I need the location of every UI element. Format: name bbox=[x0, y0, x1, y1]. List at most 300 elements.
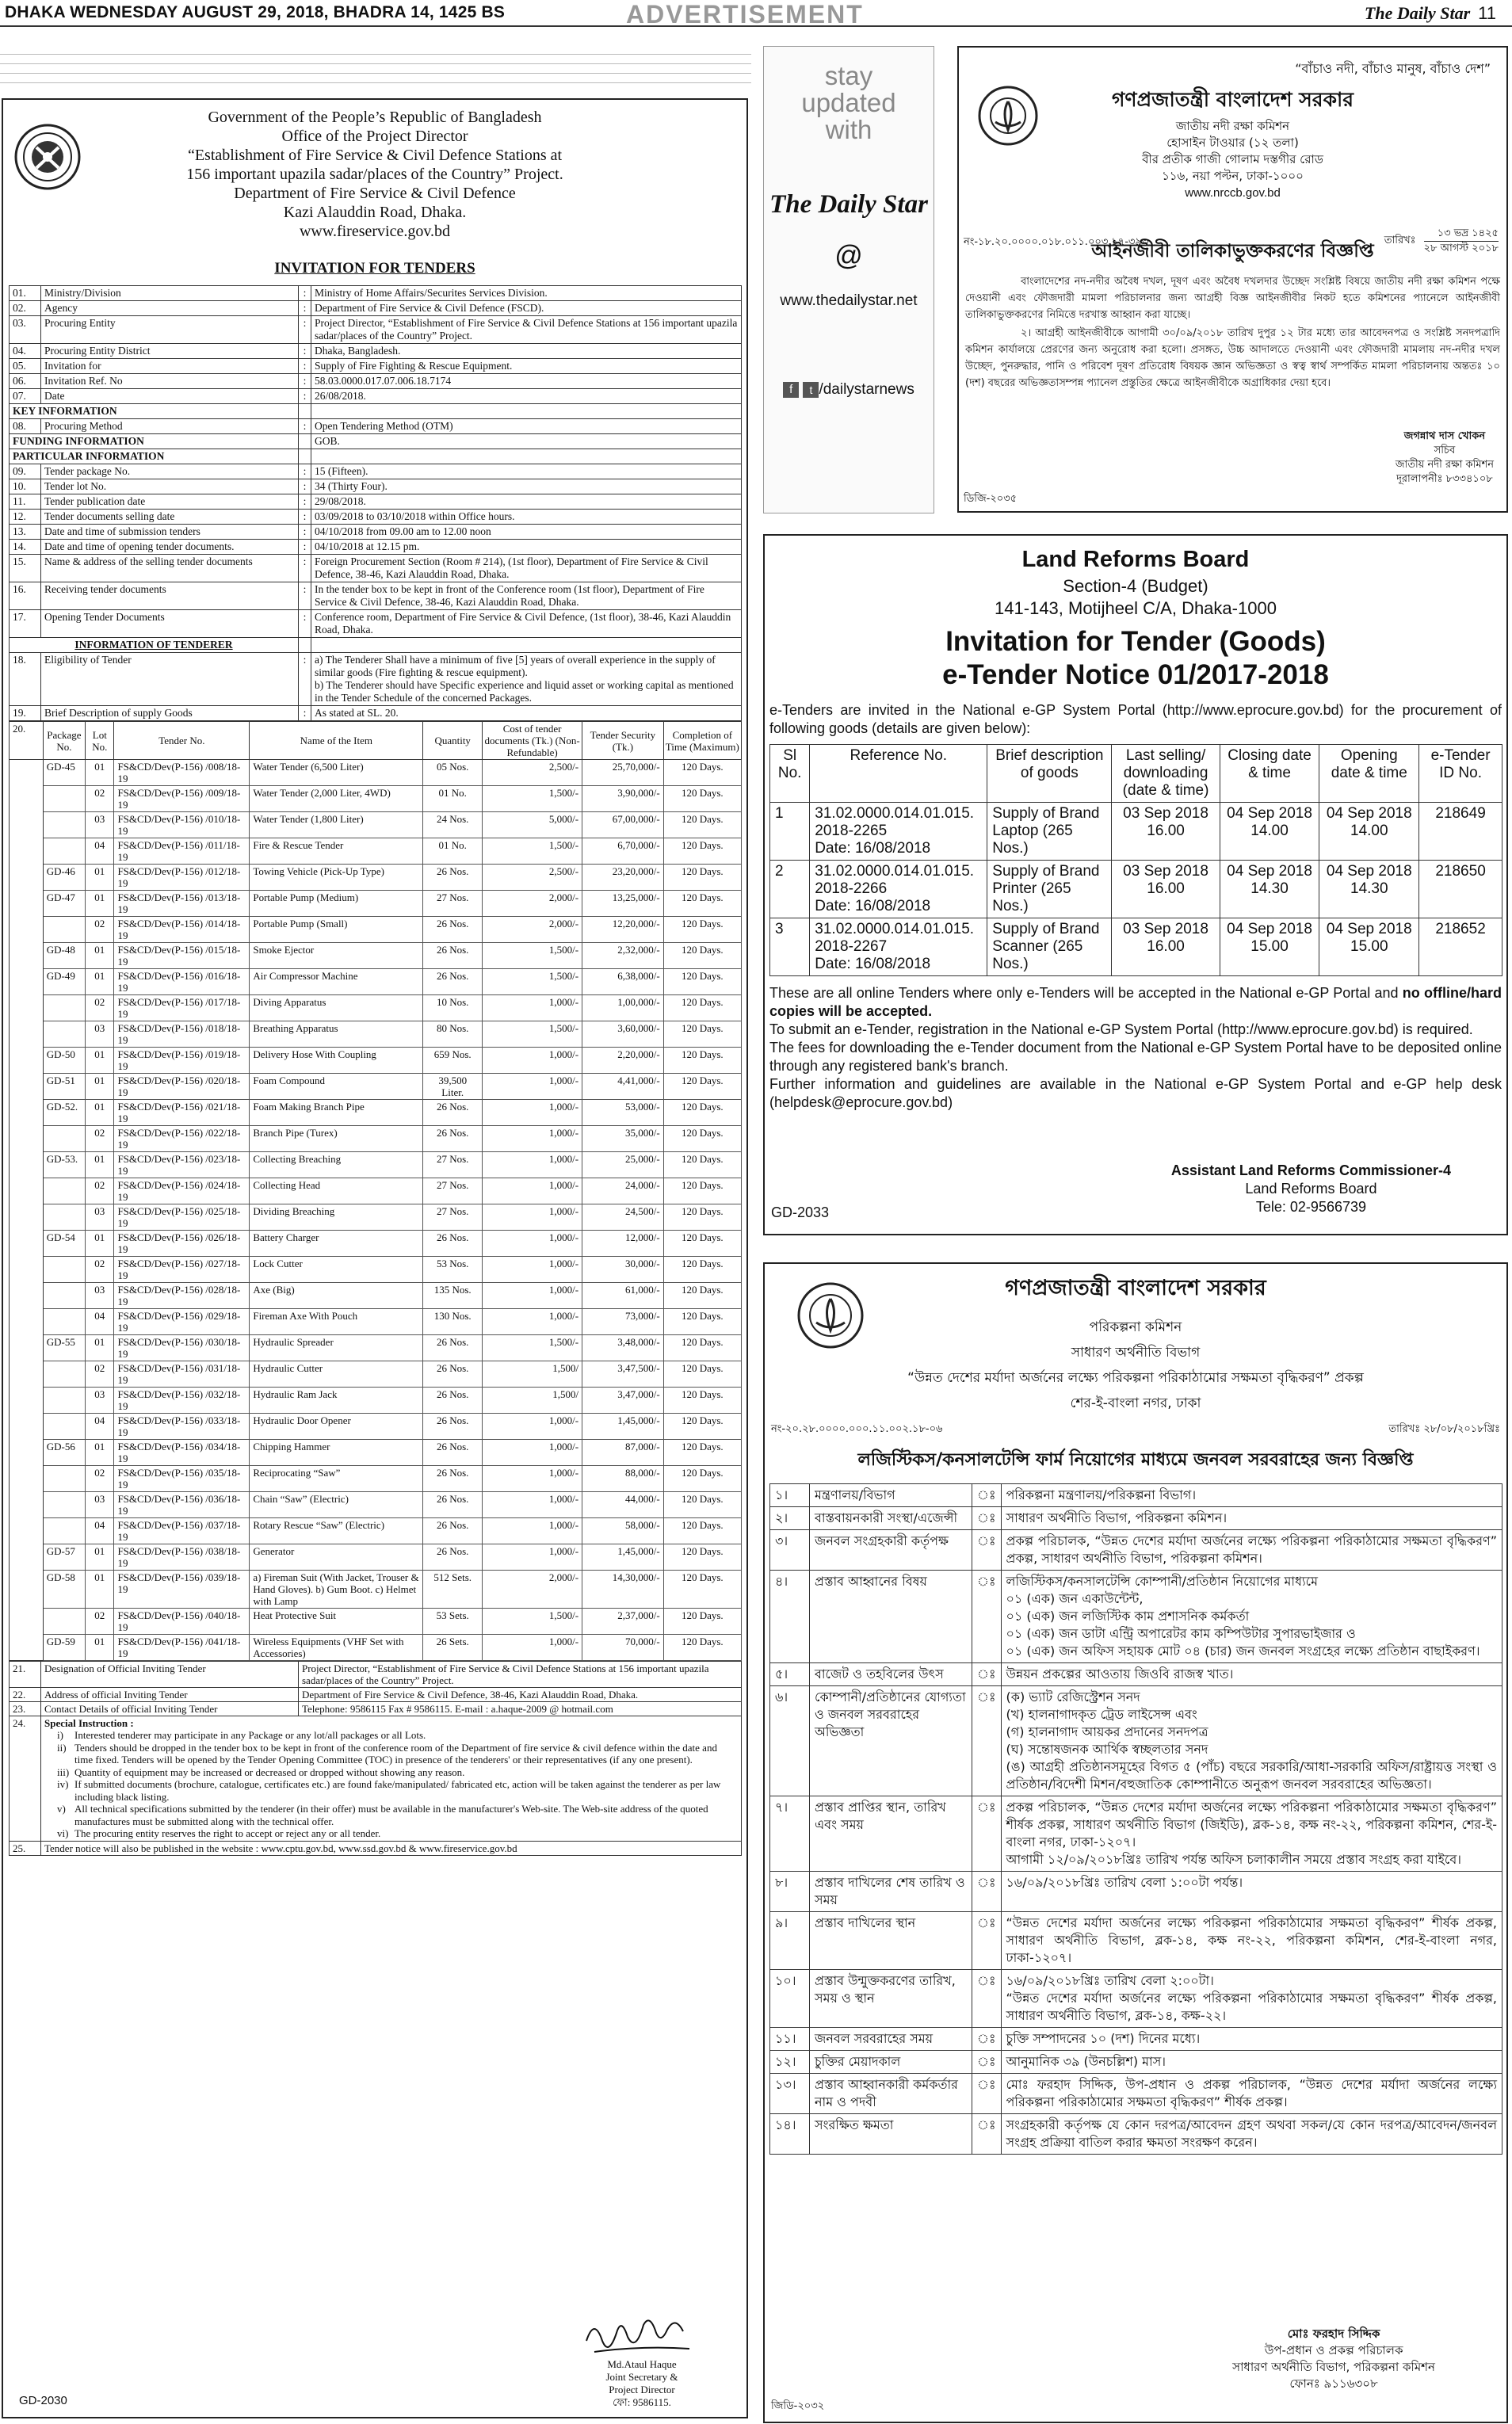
tender-no-cell: FS&CD/Dev(P-156) /022/18-19 bbox=[114, 1126, 250, 1152]
package-cell bbox=[43, 1126, 85, 1152]
info-row bbox=[10, 434, 742, 449]
row-value bbox=[311, 449, 742, 464]
security-cell: 13,25,000/- bbox=[582, 891, 664, 917]
package-cell: GD-52. bbox=[43, 1100, 85, 1126]
row-sep: : bbox=[299, 494, 311, 510]
row-label: প্রস্তাব দাখিলের স্থান bbox=[810, 1912, 972, 1970]
row-label: Contact Details of official Inviting Tender bbox=[41, 1702, 299, 1716]
notice-row bbox=[770, 1686, 1502, 1796]
tender-no-cell: FS&CD/Dev(P-156) /033/18-19 bbox=[114, 1414, 250, 1440]
row-value: Department of Fire Service & Civil Defence (FSCD). bbox=[311, 301, 742, 316]
table-row bbox=[10, 1204, 742, 1231]
info-row bbox=[10, 525, 742, 540]
security-cell: 25,000/- bbox=[582, 1152, 664, 1178]
quantity-cell: 26 Nos. bbox=[423, 865, 483, 891]
security-cell: 1,00,000/- bbox=[582, 995, 664, 1021]
row-value bbox=[311, 404, 742, 419]
tender-no-cell: FS&CD/Dev(P-156) /029/18-19 bbox=[114, 1309, 250, 1335]
row-sep: ঃ bbox=[972, 1507, 1002, 1530]
row-label: Procuring Entity District bbox=[41, 344, 299, 359]
tender-no-cell: FS&CD/Dev(P-156) /040/18-19 bbox=[114, 1609, 250, 1635]
item-name-cell: Heat Protective Suit bbox=[250, 1609, 423, 1635]
sign-line: উপ-প্রধান ও প্রকল্প পরিচালক bbox=[1264, 2343, 1403, 2357]
info-row bbox=[10, 464, 742, 479]
notice-row bbox=[770, 2028, 1502, 2051]
item-name-cell: Foam Making Branch Pipe bbox=[250, 1100, 423, 1126]
sign-line: Assistant Land Reforms Commissioner-4 bbox=[1170, 1162, 1451, 1178]
table-row bbox=[10, 1361, 742, 1388]
security-cell: 23,20,000/- bbox=[582, 865, 664, 891]
info-row bbox=[10, 582, 742, 610]
doc-cost-cell: 1,000/- bbox=[483, 1152, 582, 1178]
completion-cell: 120 Days. bbox=[663, 838, 741, 865]
promo-line: stay bbox=[824, 61, 873, 90]
col-header: Tender Security (Tk.) bbox=[582, 722, 664, 760]
doc-cost-cell: 1,500/- bbox=[483, 838, 582, 865]
row-number: 12. bbox=[10, 510, 41, 525]
row-number: 19. bbox=[10, 706, 41, 721]
instruction-index: iii) bbox=[57, 1766, 70, 1778]
paper-name: The Daily Star bbox=[1364, 3, 1471, 23]
lot-cell: 03 bbox=[86, 1204, 114, 1231]
instruction-index: i) bbox=[57, 1729, 63, 1741]
row-label: Opening Tender Documents bbox=[41, 610, 299, 638]
org-section: Section-4 (Budget) bbox=[1063, 576, 1208, 596]
row-value: উন্নয়ন প্রকল্পের আওতায় জিওবি রাজস্ব খাত। bbox=[1001, 1663, 1502, 1686]
package-cell: GD-54 bbox=[43, 1231, 85, 1257]
tender-no-cell: FS&CD/Dev(P-156) /013/18-19 bbox=[114, 891, 250, 917]
row-sep: ঃ bbox=[972, 1970, 1002, 2028]
website-link[interactable]: www.thedailystar.net bbox=[780, 292, 918, 309]
tender-no-cell: FS&CD/Dev(P-156) /008/18-19 bbox=[114, 760, 250, 786]
info-row bbox=[10, 555, 742, 582]
row-sep: ঃ bbox=[972, 2051, 1002, 2074]
security-cell: 1,45,000/- bbox=[582, 1414, 664, 1440]
table-row bbox=[10, 1152, 742, 1178]
quantity-cell: 26 Nos. bbox=[423, 943, 483, 969]
quantity-cell: 26 Nos. bbox=[423, 1518, 483, 1544]
item-name-cell: Collecting Breaching bbox=[250, 1152, 423, 1178]
notice-row bbox=[770, 2051, 1502, 2074]
row-value: লজিস্টিকস/কনসালটেন্সি কোম্পানী/প্রতিষ্ঠান নিয়োগের মাধ্যমে ০১ (এক) জন একাউন্টেন্ট, ০১ (এক) জন লজিস্টিক কাম প্রশাসনিক কর্মকর্তা ০১ (এক) জন ডাটা এন্ট্রি অপারেটর কাম কম্পিউটার সুপারভাইজার ও ০১ (এক) জন অফিস সহায়ক মোট ০৪ (চার) জন জনবল সংগ্রহের লক্ষ্যে প্রতিষ্ঠান বাছাইকরণ। bbox=[1001, 1571, 1502, 1663]
govt-emblem bbox=[976, 84, 1040, 147]
notice-row bbox=[770, 1663, 1502, 1686]
lot-cell: 01 bbox=[86, 1048, 114, 1074]
row-value: Supply of Fire Fighting & Rescue Equipment. bbox=[311, 359, 742, 374]
lot-cell: 01 bbox=[86, 1440, 114, 1466]
doc-cost-cell: 1,000/- bbox=[483, 1074, 582, 1100]
doc-cost-cell: 1,000/- bbox=[483, 1414, 582, 1440]
item-name-cell: Reciprocating “Saw” bbox=[250, 1466, 423, 1492]
doc-cost-cell: 1,000/- bbox=[483, 1466, 582, 1492]
lot-cell: 01 bbox=[86, 865, 114, 891]
info-row bbox=[10, 653, 742, 706]
item-name-cell: Generator bbox=[250, 1544, 423, 1571]
completion-cell: 120 Days. bbox=[663, 1204, 741, 1231]
doc-cost-cell: 1,000/- bbox=[483, 1204, 582, 1231]
doc-cost-cell: 2,000/- bbox=[483, 891, 582, 917]
note bbox=[769, 984, 1502, 1021]
row-label: Designation of Official Inviting Tender bbox=[41, 1662, 299, 1688]
row-label: Tender lot No. bbox=[41, 479, 299, 494]
org-address: 141-143, Motijheel C/A, Dhaka-1000 bbox=[995, 598, 1277, 618]
row-number: 24. bbox=[10, 1716, 41, 1842]
lot-cell: 01 bbox=[86, 1571, 114, 1609]
twitter-icon: t bbox=[803, 382, 819, 398]
table-row bbox=[10, 1126, 742, 1152]
notice-row bbox=[770, 2114, 1502, 2155]
row-value: চুক্তি সম্পাদনের ১০ (দশ) দিনের মধ্যে। bbox=[1001, 2028, 1502, 2051]
row-value: সংগ্রহকারী কর্তৃপক্ষ যে কোন দরপত্র/আবেদন গ্রহণ অথবা সকল/যে কোন দরপত্র/আবেদন/জনবল সংগ্রহ প্রক্রিয়া বাতিল করার ক্ষমতা সংরক্ষণ করেন। bbox=[1001, 2114, 1502, 2155]
col-header: Sl No. bbox=[770, 745, 810, 803]
row-sep: ঃ bbox=[972, 1530, 1002, 1571]
table-row bbox=[10, 865, 742, 891]
row-number: 23. bbox=[10, 1702, 41, 1716]
completion-cell: 120 Days. bbox=[663, 1048, 741, 1074]
package-cell bbox=[43, 917, 85, 943]
memo-row bbox=[771, 1422, 1500, 1438]
notice-para: বাংলাদেশের নদ-নদীর অবৈধ দখল, দূষণ এবং অবৈধ দখলদার উচ্ছেদ সংশ্লিষ্ট বিষয়ে জাতীয় নদী রক্ষা কমিশন পক্ষে দেওয়ানী এবং ফৌজদারী মামলা পরিচালনার জন্য আগ্রহী বিজ্ঞ আইনজীবীর নিকট হতে কমিশনের প্যানেলে আইনজীবী তালিকাভুক্তকরণের নিমিত্তে দরখাস্ত আহ্বান করা যাচ্ছে। bbox=[965, 276, 1500, 321]
item-name-cell: Collecting Head bbox=[250, 1178, 423, 1204]
doc-cost-cell: 1,500/- bbox=[483, 1609, 582, 1635]
lot-cell: 01 bbox=[86, 891, 114, 917]
row-sep: : bbox=[299, 653, 311, 706]
item-name-cell: Water Tender (2,000 Liter, 4WD) bbox=[250, 786, 423, 812]
lot-cell: 04 bbox=[86, 1309, 114, 1335]
info-row bbox=[10, 1662, 742, 1688]
completion-cell: 120 Days. bbox=[663, 1021, 741, 1048]
completion-cell: 120 Days. bbox=[663, 1100, 741, 1126]
package-cell: GD-51 bbox=[43, 1074, 85, 1100]
security-cell: 6,38,000/- bbox=[582, 969, 664, 995]
info-row bbox=[10, 404, 742, 419]
package-cell bbox=[43, 1021, 85, 1048]
last-selling-cell: 03 Sep 2018 16.00 bbox=[1112, 918, 1220, 976]
date-line: DHAKA WEDNESDAY AUGUST 29, 2018, BHADRA 14, 1425 BS bbox=[5, 3, 506, 21]
slogan: “বাঁচাও নদী, বাঁচাও মানুষ, বাঁচাও দেশ” bbox=[1295, 61, 1491, 76]
row-sep: : bbox=[299, 316, 311, 344]
notes bbox=[769, 984, 1502, 1112]
quantity-cell: 26 Nos. bbox=[423, 1361, 483, 1388]
doc-cost-cell: 1,000/- bbox=[483, 1231, 582, 1257]
item-name-cell: Hydraulic Ram Jack bbox=[250, 1388, 423, 1414]
row-number: ১১। bbox=[770, 2028, 810, 2051]
quantity-cell: 135 Nos. bbox=[423, 1283, 483, 1309]
row-sep: ঃ bbox=[972, 1686, 1002, 1796]
quantity-cell: 24 Nos. bbox=[423, 812, 483, 838]
facebook-icon: f bbox=[783, 382, 799, 398]
completion-cell: 120 Days. bbox=[663, 1231, 741, 1257]
table-row bbox=[10, 1283, 742, 1309]
lot-cell: 01 bbox=[86, 1152, 114, 1178]
quantity-cell: 659 Nos. bbox=[423, 1048, 483, 1074]
doc-cost-cell: 1,000/- bbox=[483, 1518, 582, 1544]
at-icon: @ bbox=[834, 240, 863, 271]
row-label: প্রস্তাব দাখিলের শেষ তারিখ ও সময় bbox=[810, 1872, 972, 1912]
row-label: Receiving tender documents bbox=[41, 582, 299, 610]
table-row bbox=[10, 891, 742, 917]
table-row bbox=[10, 1635, 742, 1661]
row-label: প্রস্তাব উন্মুক্তকরণের তারিখ, সময় ও স্থান bbox=[810, 1970, 972, 2028]
security-cell: 3,60,000/- bbox=[582, 1021, 664, 1048]
row-sep: ঃ bbox=[972, 1484, 1002, 1507]
lot-cell: 01 bbox=[86, 1635, 114, 1661]
planning-commission-ad bbox=[763, 1262, 1508, 2423]
package-cell: GD-53. bbox=[43, 1152, 85, 1178]
quantity-cell: 26 Nos. bbox=[423, 1231, 483, 1257]
row-label: Agency bbox=[41, 301, 299, 316]
doc-cost-cell: 1,000/- bbox=[483, 1126, 582, 1152]
lot-cell: 02 bbox=[86, 995, 114, 1021]
row-label: Ministry/Division bbox=[41, 286, 299, 301]
row-sep: ঃ bbox=[972, 1796, 1002, 1872]
lot-cell: 01 bbox=[86, 1100, 114, 1126]
notice-subtitle: e-Tender Notice 01/2017-2018 bbox=[942, 659, 1329, 690]
notice-row bbox=[770, 1571, 1502, 1663]
lot-cell: 02 bbox=[86, 786, 114, 812]
security-cell: 3,48,000/- bbox=[582, 1335, 664, 1361]
item-name-cell: Hydraulic Spreader bbox=[250, 1335, 423, 1361]
item-name-cell: Towing Vehicle (Pick-Up Type) bbox=[250, 865, 423, 891]
row-value: 29/08/2018. bbox=[311, 494, 742, 510]
row-number: ১৩। bbox=[770, 2074, 810, 2114]
table-row bbox=[10, 943, 742, 969]
tender-no-cell: FS&CD/Dev(P-156) /023/18-19 bbox=[114, 1152, 250, 1178]
doc-cost-cell: 1,500/- bbox=[483, 969, 582, 995]
security-cell: 12,20,000/- bbox=[582, 917, 664, 943]
quantity-cell: 26 Nos. bbox=[423, 1335, 483, 1361]
daily-star-promo bbox=[763, 46, 934, 513]
col-header: Completion of Time (Maximum) bbox=[663, 722, 741, 760]
security-cell: 58,000/- bbox=[582, 1518, 664, 1544]
org-name: Land Reforms Board bbox=[1021, 547, 1250, 572]
row-sep: : bbox=[299, 344, 311, 359]
info-row bbox=[10, 610, 742, 638]
last-selling-cell: 03 Sep 2018 16.00 bbox=[1112, 803, 1220, 861]
opening-cell: 04 Sep 2018 14.30 bbox=[1319, 861, 1419, 918]
section-heading: INFORMATION OF TENDERER bbox=[10, 638, 299, 653]
lot-cell: 02 bbox=[86, 1361, 114, 1388]
package-cell bbox=[43, 1492, 85, 1518]
package-cell bbox=[43, 1609, 85, 1635]
instruction-item bbox=[57, 1778, 738, 1803]
row-sep: : bbox=[299, 389, 311, 404]
tender-no-cell: FS&CD/Dev(P-156) /034/18-19 bbox=[114, 1440, 250, 1466]
lot-cell: 03 bbox=[86, 1283, 114, 1309]
social-handle: /dailystarnews bbox=[819, 381, 914, 398]
package-cell: GD-58 bbox=[43, 1571, 85, 1609]
sign-line: Tele: 02-9566739 bbox=[1255, 1199, 1367, 1215]
completion-cell: 120 Days. bbox=[663, 995, 741, 1021]
doc-cost-cell: 1,500/- bbox=[483, 1335, 582, 1361]
table-row bbox=[10, 1414, 742, 1440]
page-number: 11 bbox=[1478, 3, 1496, 23]
info-row bbox=[10, 494, 742, 510]
row-value: প্রকল্প পরিচালক, “উন্নত দেশের মর্যাদা অর্জনের লক্ষ্যে পরিকল্পনা পরিকাঠামোর সক্ষমতা বৃদ্ধিকরণ” শীর্ষক প্রকল্প, সাধারণ অর্থনীতি বিভাগ (জিইডি), ব্লক-১৪, কক্ষ নং-২২, পরিকল্পনা কমিশন, শের-ই-বাংলা নগর, ঢাকা-১২০৭। আগামী ১২/০৯/২০১৮খ্রিঃ তারিখ পর্যন্ত অফিস চলাকালীন সময়ে প্রস্তাব সংগ্রহ করা যাইবে। bbox=[1001, 1796, 1502, 1872]
security-cell: 44,000/- bbox=[582, 1492, 664, 1518]
tender-no-cell: FS&CD/Dev(P-156) /010/18-19 bbox=[114, 812, 250, 838]
row-label: Tender documents selling date bbox=[41, 510, 299, 525]
row-number: 25. bbox=[10, 1841, 41, 1855]
table-row bbox=[10, 1492, 742, 1518]
item-name-cell: Air Compressor Machine bbox=[250, 969, 423, 995]
intro-text: e-Tenders are invited in the National e-GP System Portal (http://www.eprocure.gov.bd) for the procurement of following goods (details are given below): bbox=[769, 702, 1502, 736]
quantity-cell: 26 Nos. bbox=[423, 1440, 483, 1466]
package-cell: GD-57 bbox=[43, 1544, 85, 1571]
lot-cell: 04 bbox=[86, 1414, 114, 1440]
tender-id-cell: 218652 bbox=[1419, 918, 1502, 976]
table-row bbox=[10, 1609, 742, 1635]
completion-cell: 120 Days. bbox=[663, 1544, 741, 1571]
security-cell: 6,70,000/- bbox=[582, 838, 664, 865]
row-number: 15. bbox=[10, 555, 41, 582]
security-cell: 24,000/- bbox=[582, 1178, 664, 1204]
row-label: Procuring Method bbox=[41, 419, 299, 434]
tender-no-cell: FS&CD/Dev(P-156) /009/18-19 bbox=[114, 786, 250, 812]
table-row bbox=[10, 1466, 742, 1492]
row-number: 06. bbox=[10, 374, 41, 389]
section-heading: PARTICULAR INFORMATION bbox=[10, 449, 299, 464]
completion-cell: 120 Days. bbox=[663, 1635, 741, 1661]
row-number: 21. bbox=[10, 1662, 41, 1688]
tender-no-cell: FS&CD/Dev(P-156) /025/18-19 bbox=[114, 1204, 250, 1231]
row-value: (ক) ভ্যাট রেজিস্ট্রেশন সনদ (খ) হালনাগাদকৃত ট্রেড লাইসেন্স এবং (গ) হালনাগাদ আয়কর প্রদানের সনদপত্র (ঘ) সন্তোষজনক আর্থিক স্বচ্ছলতার সনদ (ঙ) আগ্রহী প্রতিষ্ঠানসমূহের বিগত ৫ (পাঁচ) বছরে সরকারি/আধা-সরকারি অফিস/রাষ্ট্রায়ত্ত সংস্থা ও প্রতিষ্ঠান/বিদেশী মিশন/বহুজাতিক কোম্পানীতে অনুরূপ জনবল সরবরাহের অভিজ্ঞতা। bbox=[1001, 1686, 1502, 1796]
row-sep: : bbox=[299, 419, 311, 434]
row-number: 11. bbox=[10, 494, 41, 510]
row-sep: ঃ bbox=[972, 1663, 1002, 1686]
doc-cost-cell: 1,000/- bbox=[483, 1100, 582, 1126]
footer-table bbox=[9, 1661, 742, 1856]
lot-cell: 01 bbox=[86, 1074, 114, 1100]
doc-cost-cell: 1,000/- bbox=[483, 1257, 582, 1283]
item-name-cell: Diving Apparatus bbox=[250, 995, 423, 1021]
row-value: প্রকল্প পরিচালক, “উন্নত দেশের মর্যাদা অর্জনের লক্ষ্যে পরিকল্পনা পরিকাঠামোর সক্ষমতা বৃদ্ধিকরণ” প্রকল্প, সাধারণ অর্থনীতি বিভাগ, পরিকল্পনা কমিশন। bbox=[1001, 1530, 1502, 1571]
ad-title: গণপ্রজাতন্ত্রী বাংলাদেশ সরকার bbox=[1005, 1276, 1266, 1300]
lot-cell: 03 bbox=[86, 1388, 114, 1414]
package-cell: GD-48 bbox=[43, 943, 85, 969]
table-row bbox=[10, 1518, 742, 1544]
tender-no-cell: FS&CD/Dev(P-156) /020/18-19 bbox=[114, 1074, 250, 1100]
fire-service-tender-ad bbox=[2, 98, 748, 2418]
tender-id-cell: 218650 bbox=[1419, 861, 1502, 918]
row-label: Name & address of the selling tender documents bbox=[41, 555, 299, 582]
notice-row bbox=[770, 2074, 1502, 2114]
lot-cell: 03 bbox=[86, 1492, 114, 1518]
completion-cell: 120 Days. bbox=[663, 760, 741, 786]
completion-cell: 120 Days. bbox=[663, 1440, 741, 1466]
address-line: জাতীয় নদী রক্ষা কমিশন bbox=[1175, 119, 1290, 133]
row-number: 04. bbox=[10, 344, 41, 359]
row-sep: : bbox=[299, 479, 311, 494]
package-cell bbox=[43, 1466, 85, 1492]
security-cell: 14,30,000/- bbox=[582, 1571, 664, 1609]
row-sep: : bbox=[299, 610, 311, 638]
doc-cost-cell: 1,000/- bbox=[483, 1309, 582, 1335]
tender-id-cell: 218649 bbox=[1419, 803, 1502, 861]
tender-no-cell: FS&CD/Dev(P-156) /027/18-19 bbox=[114, 1257, 250, 1283]
sign-line: জগন্নাথ দাস খোকন bbox=[1403, 430, 1486, 442]
item-name-cell: Hydraulic Cutter bbox=[250, 1361, 423, 1388]
quantity-cell: 01 No. bbox=[423, 786, 483, 812]
security-cell: 3,47,000/- bbox=[582, 1388, 664, 1414]
date-block bbox=[1384, 227, 1499, 256]
item-name-cell: Foam Compound bbox=[250, 1074, 423, 1100]
instructions-cell bbox=[41, 1716, 742, 1842]
table-row bbox=[10, 1178, 742, 1204]
item-name-cell: Axe (Big) bbox=[250, 1283, 423, 1309]
sl-cell: 2 bbox=[770, 861, 810, 918]
row-label: প্রস্তাব প্রাপ্তির স্থান, তারিখ এবং সময় bbox=[810, 1796, 972, 1872]
tender-no-cell: FS&CD/Dev(P-156) /028/18-19 bbox=[114, 1283, 250, 1309]
address-block bbox=[959, 118, 1506, 201]
row-value: Open Tendering Method (OTM) bbox=[311, 419, 742, 434]
completion-cell: 120 Days. bbox=[663, 812, 741, 838]
closing-cell: 04 Sep 2018 15.00 bbox=[1220, 918, 1319, 976]
instruction-text: Tenders should be dropped in the tender box to be kept in front of the conference room of the Department of fire service & civil defence within the date and time fixed. Tenders will be opened by the Tender Opening Committee (TOC) in presence of the tenderers' or their representatives (if any one present). bbox=[74, 1741, 717, 1766]
row-sep: : bbox=[299, 359, 311, 374]
instruction-text: The procuring entity reserves the right to accept or reject any or all tender. bbox=[74, 1827, 381, 1839]
lot-cell: 01 bbox=[86, 1335, 114, 1361]
item-name-cell: Wireless Equipments (VHF Set with Accessories) bbox=[250, 1635, 423, 1661]
description-cell: Supply of Brand Laptop (265 Nos.) bbox=[987, 803, 1112, 861]
package-cell: GD-49 bbox=[43, 969, 85, 995]
memo-number: নং-১৮.২০.০০০০.০১৮.০১১.০০৩.১৭-৩৯৩ bbox=[964, 236, 1149, 248]
info-row bbox=[10, 316, 742, 344]
row-label: বাজেট ও তহবিলের উৎস bbox=[810, 1663, 972, 1686]
social-link[interactable] bbox=[764, 381, 934, 399]
row-label: কোম্পানী/প্রতিষ্ঠানের যোগ্যতা ও জনবল সরবরাহের অভিজ্ঞতা bbox=[810, 1686, 972, 1796]
notice-heading: লজিস্টিকস/কনসালটেন্সি ফার্ম নিয়োগের মাধ্যমে জনবল সরবরাহের জন্য বিজ্ঞপ্তি bbox=[857, 1450, 1414, 1470]
notice-para: ২। আগ্রহী আইনজীবীকে আগামী ৩০/০৯/২০১৮ তারিখ দুপুর ১২ টার মধ্যে তার আবেদনপত্র ও সংশ্লিষ্ট সনদপত্রাদি কমিশন কার্যালয়ে প্রেরণের জন্য অনুরোধ করা হলো। প্রসঙ্গত, উচ্চ আদালতে দেওয়ানী এবং ফৌজদারী মামলায় নদ-নদীর দখল উচ্ছেদ, পুনরুদ্ধার, পানি ও পরিবেশ দূষণ প্রতিরোধ বিষয়ক জ্ঞান অভিজ্ঞতা ও স্বত্ব স্বার্থ সম্পর্কিত মামলা পরিচালনায় অন্ততঃ ১০ (দশ) বছরের অভিজ্ঞতাসম্পন্ন প্যানেল প্রস্তুতির ক্ষেত্রে আইনজীবীকে অগ্রাধিকার দেয়া হবে। bbox=[965, 327, 1500, 389]
rule bbox=[0, 82, 751, 83]
instruction-item bbox=[57, 1729, 738, 1742]
item-name-cell: Fireman Axe With Pouch bbox=[250, 1309, 423, 1335]
row-number: 14. bbox=[10, 540, 41, 555]
section-title: ADVERTISEMENT bbox=[626, 0, 864, 29]
package-cell bbox=[43, 786, 85, 812]
tender-no-cell: FS&CD/Dev(P-156) /017/18-19 bbox=[114, 995, 250, 1021]
lot-cell: 02 bbox=[86, 1466, 114, 1492]
package-cell bbox=[43, 1361, 85, 1388]
row-label: Address of official Inviting Tender bbox=[41, 1688, 299, 1702]
package-cell: GD-47 bbox=[43, 891, 85, 917]
row-value: 26/08/2018. bbox=[311, 389, 742, 404]
row-number: 17. bbox=[10, 610, 41, 638]
col-header: Brief description of goods bbox=[987, 745, 1112, 803]
instruction-text: Interested tenderer may participate in any Package or any lot/all packages or all Lots. bbox=[74, 1729, 426, 1741]
row-sep: ঃ bbox=[972, 1912, 1002, 1970]
quantity-cell: 512 Sets. bbox=[423, 1571, 483, 1609]
table-row bbox=[10, 1021, 742, 1048]
row-number: ১০। bbox=[770, 1970, 810, 2028]
sign-line: মোঃ ফরহাদ সিদ্দিক bbox=[1287, 2327, 1380, 2341]
row-value: 58.03.0000.017.07.006.18.7174 bbox=[311, 374, 742, 389]
page-marker bbox=[1365, 3, 1504, 24]
row-value: ১৬/০৯/২০১৮খ্রিঃ তারিখ বেলা ২:০০টা। “উন্নত দেশের মর্যাদা অর্জনের লক্ষ্যে পরিকল্পনা পরিকাঠামোর সক্ষমতা বৃদ্ধিকরণ” শীর্ষক প্রকল্প, সাধারণ অর্থনীতি বিভাগ, ব্লক-১৪, কক্ষ-২২। bbox=[1001, 1970, 1502, 2028]
row-sep: ঃ bbox=[972, 2114, 1002, 2155]
row-number: ৩। bbox=[770, 1530, 810, 1571]
notice-table bbox=[769, 1483, 1502, 2155]
ad-code: GD-2030 bbox=[19, 2394, 67, 2407]
completion-cell: 120 Days. bbox=[663, 1492, 741, 1518]
security-cell: 2,20,000/- bbox=[582, 1048, 664, 1074]
row-number: ৬। bbox=[770, 1686, 810, 1796]
row-number: 22. bbox=[10, 1688, 41, 1702]
row-sep: ঃ bbox=[972, 2074, 1002, 2114]
row-number: ৮। bbox=[770, 1872, 810, 1912]
lot-cell: 03 bbox=[86, 812, 114, 838]
package-cell bbox=[43, 838, 85, 865]
